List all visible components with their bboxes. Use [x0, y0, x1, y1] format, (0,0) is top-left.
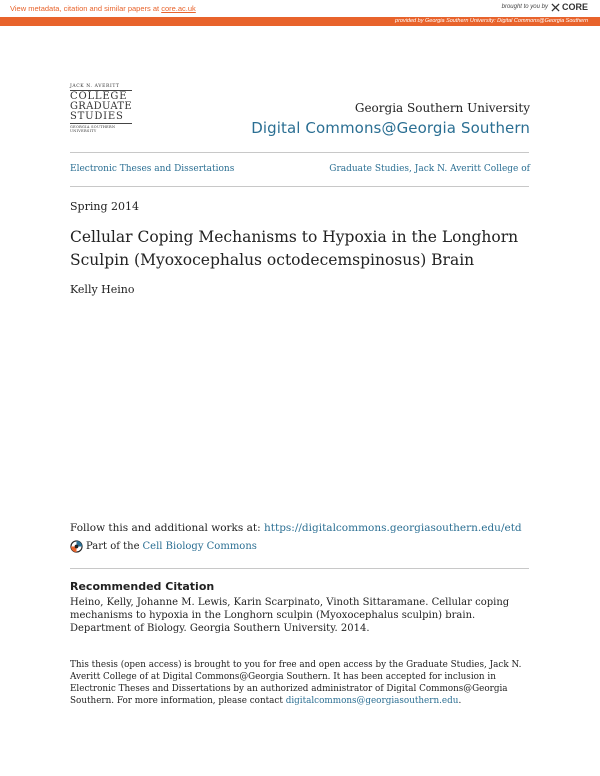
core-ac-uk-link[interactable]: core.ac.uk [161, 4, 196, 13]
logo-line-3: GRADUATE [70, 101, 132, 112]
core-metadata-link[interactable] [10, 4, 196, 13]
logo-rule-bottom [70, 123, 132, 124]
publication-date: Spring 2014 [70, 200, 139, 213]
author-name: Kelly Heino [70, 283, 135, 296]
license-text: This thesis (open access) is brought to you for free and open access by the Graduate Studies, Jack N. Averitt College of at Digital Commons@Georgia Southern. It has been accepted for inclusion in Electronic Theses and Dissertations by an authorized administrator of Digital Commons@Georgia Southern. For more information, please contact [70, 660, 522, 706]
core-logo[interactable] [551, 2, 588, 12]
series-link[interactable]: Electronic Theses and Dissertations [70, 164, 235, 174]
document-title: Cellular Coping Mechanisms to Hypoxia in the Longhorn Sculpin (Myoxocephalus octodecemspinosus) Brain [70, 228, 519, 269]
contact-email-link[interactable]: digitalcommons@georgiasouthern.edu [285, 696, 459, 706]
divider-top [70, 152, 529, 153]
brought-by-text: brought to you by [501, 4, 548, 10]
citation-heading: Recommended Citation [70, 580, 215, 593]
brought-by [502, 2, 588, 12]
commons-network-icon [70, 540, 83, 553]
core-banner [0, 0, 600, 17]
divider-nav [70, 186, 529, 187]
license-end: . [458, 696, 462, 706]
citation-body: Heino, Kelly, Johanne M. Lewis, Karin Scarpinato, Vinoth Sittaramane. Cellular coping mechanisms to hypoxia in the Longhorn sculpin (Myoxocephalus sculpin) brain. Department of Biology. Georgia Southern University. 2014. [70, 597, 510, 634]
divider-citation [70, 568, 529, 569]
license-statement [70, 659, 530, 707]
core-metadata-text: View metadata, citation and similar papers at [10, 4, 162, 13]
repository-title[interactable]: Digital Commons@Georgia Southern [251, 119, 530, 137]
follow-text: Follow this and additional works at: [70, 522, 264, 534]
core-logo-text: CORE [561, 2, 588, 12]
follow-line [70, 522, 522, 534]
cell-biology-commons-link[interactable]: Cell Biology Commons [142, 541, 257, 552]
logo-line-5: GEORGIA SOUTHERN UNIVERSITY [70, 125, 116, 133]
core-provided-by[interactable]: provided by Georgia Southern University: Digital Commons@Georgia Southern [395, 18, 588, 24]
part-of-line [70, 540, 257, 553]
core-logo-icon [551, 3, 560, 12]
logo-line-4: STUDIES [70, 111, 124, 122]
college-link[interactable]: Graduate Studies, Jack N. Averitt College of [329, 164, 530, 174]
college-logo[interactable] [70, 84, 134, 134]
etd-link[interactable]: https://digitalcommons.georgiasouthern.edu/etd [264, 522, 522, 534]
part-of-text: Part of the [86, 541, 140, 552]
logo-line-2: COLLEGE [70, 91, 128, 102]
logo-line-1: JACK N. AVERITT [70, 84, 120, 89]
university-name: Georgia Southern University [354, 101, 530, 115]
